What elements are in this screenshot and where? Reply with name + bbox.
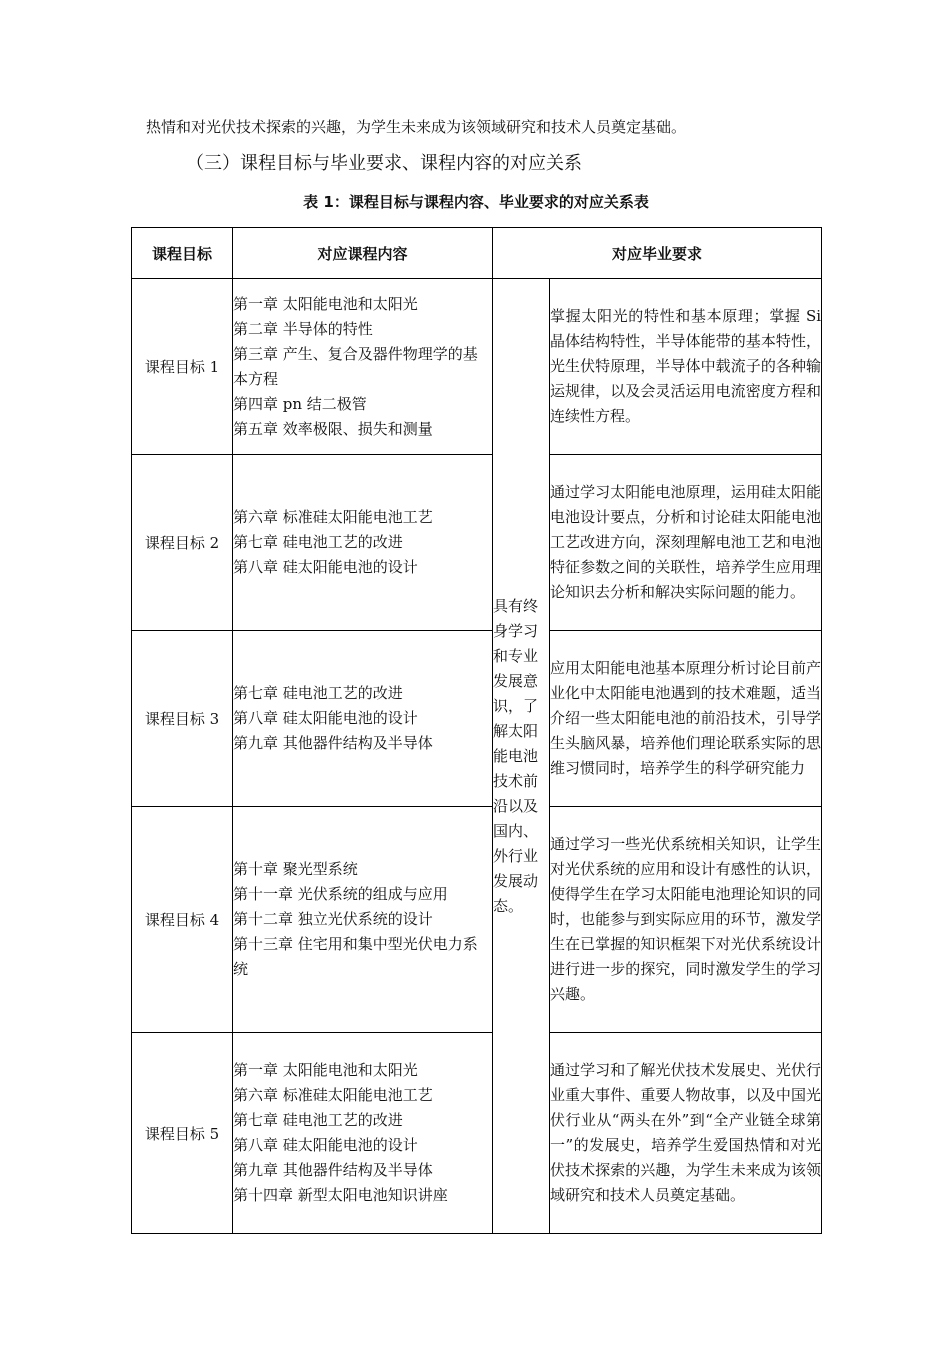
goal-cell: 课程目标 5 [132,1033,233,1234]
content-line: 第八章 硅太阳能电池的设计 [233,709,418,727]
header-goal: 课程目标 [132,228,233,279]
table-header-row [132,228,822,279]
common-requirement-cell: 具有终身学习和专业发展意识，了解太阳能电池技术前沿以及国内、外行业发展动态。 [493,279,550,1234]
content-line: 第十章 聚光型系统 [233,860,358,878]
content-cell [233,1033,493,1234]
content-line: 第四章 pn 结二极管 [233,394,367,413]
table-row [132,279,822,455]
requirement-cell: 通过学习太阳能电池原理，运用硅太阳能电池设计要点，分析和讨论硅太阳能电池工艺改进方向，深刻理解电池工艺和电池特征参数之间的关联性，培养学生应用理论知识去分析和解决实际问题的能力。 [550,455,822,631]
content-line: 第八章 硅太阳能电池的设计 [233,1136,418,1154]
requirement-cell: 应用太阳能电池基本原理分析讨论目前产业化中太阳能电池遇到的技术难题，适当介绍一些太阳能电池的前沿技术，引导学生头脑风暴，培养他们理论联系实际的思维习惯同时，培养学生的科学研究能力 [550,631,822,807]
table-row [132,631,822,807]
content-line: 第十三章 住宅用和集中型光伏电力系统 [233,935,478,978]
table-row [132,1033,822,1234]
requirement-cell: 通过学习一些光伏系统相关知识，让学生对光伏系统的应用和设计有感性的认识，使得学生在学习太阳能电池理论知识的同时，也能参与到实际应用的环节，激发学生在已掌握的知识框架下对光伏系统设计进行进一步的探究，同时激发学生的学习兴趣。 [550,807,822,1033]
content-line: 第九章 其他器件结构及半导体 [233,734,433,752]
mapping-table [131,227,822,1234]
table-row [132,807,822,1033]
content-line: 第六章 标准硅太阳能电池工艺 [233,508,433,526]
header-content: 对应课程内容 [233,228,493,279]
requirement-cell: 通过学习和了解光伏技术发展史、光伏行业重大事件、重要人物故事，以及中国光伏行业从“两头在外”到“全产业链全球第一”的发展史，培养学生爱国热情和对光伏技术探索的兴趣，为学生未来成为该领域研究和技术人员奠定基础。 [550,1033,822,1234]
content-line: 第八章 硅太阳能电池的设计 [233,558,418,576]
content-line: 第一章 太阳能电池和太阳光 [233,294,418,313]
content-line: 第七章 硅电池工艺的改进 [233,533,403,551]
goal-cell: 课程目标 1 [132,279,233,455]
table-caption: 表 1：课程目标与课程内容、毕业要求的对应关系表 [303,193,649,211]
content-line: 第十二章 独立光伏系统的设计 [233,910,433,928]
content-line: 第七章 硅电池工艺的改进 [233,1111,403,1129]
intro-paragraph: 热情和对光伏技术探索的兴趣，为学生未来成为该领域研究和技术人员奠定基础。 [146,118,687,136]
content-cell [233,631,493,807]
section-heading: （三）课程目标与毕业要求、课程内容的对应关系 [186,153,582,174]
content-line: 第十一章 光伏系统的组成与应用 [233,885,448,903]
content-cell [233,807,493,1033]
goal-cell: 课程目标 4 [132,807,233,1033]
content-line: 第三章 产生、复合及器件物理学的基本方程 [233,344,478,388]
content-line: 第五章 效率极限、损失和测量 [233,419,433,438]
content-line: 第一章 太阳能电池和太阳光 [233,1061,418,1079]
content-line: 第二章 半导体的特性 [233,319,373,338]
table-row [132,455,822,631]
content-cell [233,455,493,631]
content-cell [233,279,493,455]
content-line: 第六章 标准硅太阳能电池工艺 [233,1086,433,1104]
goal-cell: 课程目标 3 [132,631,233,807]
content-line: 第七章 硅电池工艺的改进 [233,684,403,702]
requirement-cell: 掌握太阳光的特性和基本原理；掌握 Si 晶体结构特性，半导体能带的基本特性，光生伏特原理，半导体中载流子的各种输运规律，以及会灵活运用电流密度方程和连续性方程。 [550,279,822,455]
content-line: 第十四章 新型太阳电池知识讲座 [233,1186,448,1204]
goal-cell: 课程目标 2 [132,455,233,631]
content-line: 第九章 其他器件结构及半导体 [233,1161,433,1179]
header-requirement: 对应毕业要求 [493,228,822,279]
